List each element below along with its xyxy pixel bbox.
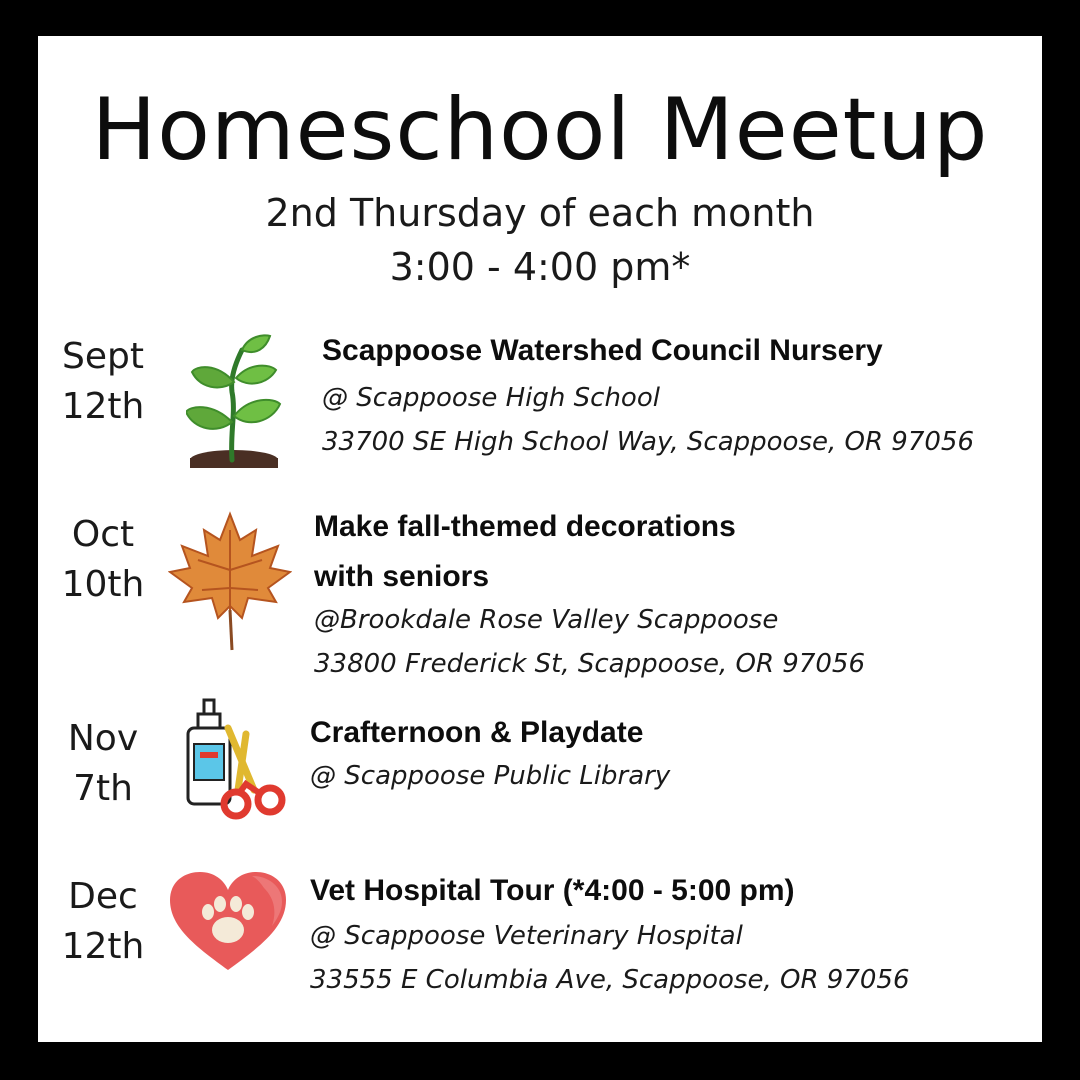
event-month: Nov <box>67 718 139 759</box>
event-month: Oct <box>71 514 135 555</box>
event-location: @Brookdale Rose Valley Scappoose <box>314 605 779 635</box>
event-title: Scappoose Watershed Council Nursery <box>322 334 883 367</box>
event-title: Make fall-themed decorations <box>314 510 736 543</box>
glue-scissors-icon <box>184 698 294 824</box>
event-address: 33555 E Columbia Ave, Scappoose, OR 97056 <box>310 965 910 995</box>
event-location: @ Scappoose Public Library <box>310 761 671 791</box>
event-title: Vet Hospital Tour (*4:00 - 5:00 pm) <box>310 874 795 907</box>
event-date <box>48 714 158 814</box>
event-day: 10th <box>61 564 145 605</box>
page-title: Homeschool Meetup <box>91 80 989 180</box>
event-day: 12th <box>61 926 145 967</box>
schedule-info <box>38 186 1042 294</box>
event-title-line2: with seniors <box>314 560 490 593</box>
event-location: @ Scappoose Veterinary Hospital <box>310 921 743 951</box>
event-day: 12th <box>61 386 145 427</box>
event-date <box>48 872 158 972</box>
event-day: 7th <box>73 768 133 809</box>
schedule-day: 2nd Thursday of each month <box>265 191 815 235</box>
event-title: Crafternoon & Playdate <box>310 716 644 749</box>
event-month: Sept <box>62 336 144 377</box>
event-address: 33800 Frederick St, Scappoose, OR 97056 <box>314 649 866 679</box>
heart-paw-icon <box>168 870 288 972</box>
event-date <box>48 332 158 432</box>
sprout-icon <box>186 332 282 468</box>
flyer-card <box>38 36 1042 1042</box>
maple-leaf-icon <box>168 510 292 652</box>
event-month: Dec <box>68 876 138 917</box>
event-location: @ Scappoose High School <box>322 383 660 413</box>
schedule-time: 3:00 - 4:00 pm* <box>389 245 691 289</box>
event-address: 33700 SE High School Way, Scappoose, OR 97056 <box>322 427 975 457</box>
event-date <box>48 510 158 610</box>
